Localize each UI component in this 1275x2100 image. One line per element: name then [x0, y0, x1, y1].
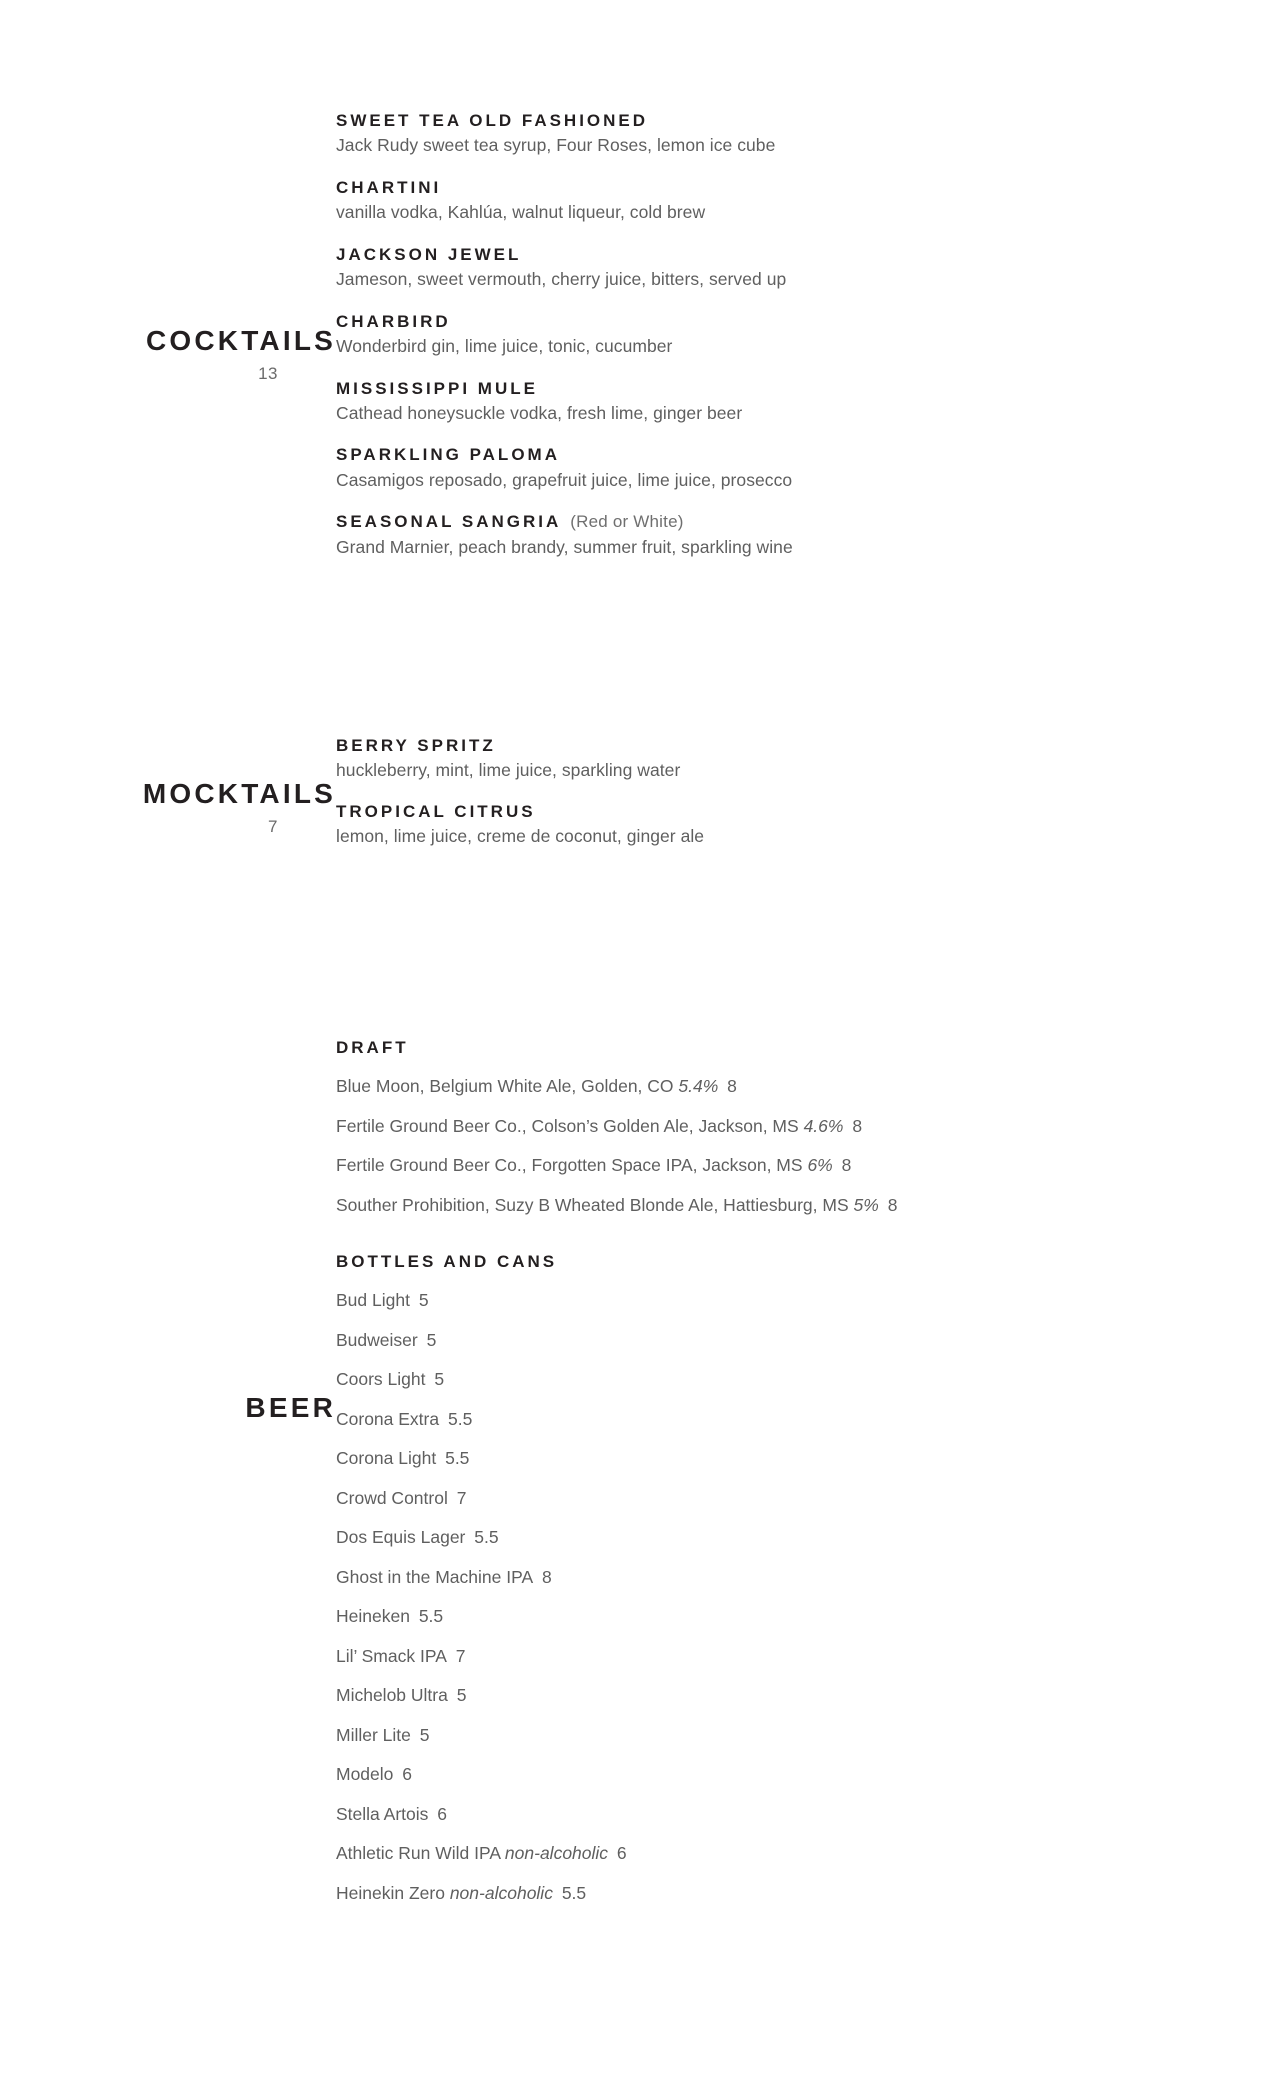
- mocktails-section-title: MOCKTAILS: [142, 778, 336, 809]
- beer-price: 5.5: [413, 1606, 444, 1627]
- beer-bottles-list: [336, 1290, 1275, 1904]
- drink-description: Casamigos reposado, grapefruit juice, lime juice, prosecco: [336, 469, 793, 490]
- mocktails-label-column: [0, 735, 336, 837]
- drink-name: TROPICAL CITRUS: [336, 801, 536, 821]
- drink-description: Grand Marnier, peach brandy, summer fruit, sparkling wine: [336, 536, 793, 557]
- beer-price: 6: [397, 1764, 413, 1785]
- beer-label-column: [0, 1038, 336, 1424]
- beer-price: 5.5: [440, 1448, 470, 1469]
- beer-price: 5: [429, 1369, 445, 1390]
- drink-description: lemon, lime juice, creme de coconut, ginger ale: [336, 826, 705, 847]
- drink-name-row: [336, 511, 1275, 532]
- beer-name: Heinekin Zero: [336, 1882, 445, 1903]
- beer-bottles-group: [336, 1252, 1275, 1904]
- beer-price: 5: [414, 1724, 430, 1745]
- drink-item: [336, 801, 1275, 849]
- beer-abv: 5%: [853, 1194, 879, 1215]
- drink-description: Wonderbird gin, lime juice, tonic, cucumber: [336, 335, 673, 356]
- beer-name: Heineken: [336, 1606, 410, 1627]
- beer-name: Michelob Ultra: [336, 1685, 448, 1706]
- beer-name: Corona Extra: [336, 1408, 440, 1429]
- beer-price: 6: [432, 1803, 448, 1824]
- beer-price: 8: [537, 1566, 552, 1587]
- beer-content-column: [336, 1038, 1275, 1904]
- beer-price: 8: [847, 1115, 863, 1136]
- beer-list-item: [336, 1725, 1275, 1746]
- drink-name: MISSISSIPPI MULE: [336, 378, 538, 398]
- drink-name: SEASONAL SANGRIA: [336, 512, 562, 532]
- beer-price: 7: [450, 1645, 466, 1666]
- drink-item: [336, 444, 1275, 492]
- beer-name: Stella Artois: [336, 1803, 429, 1824]
- drink-item: [336, 511, 1275, 559]
- beer-bottles-heading: BOTTLES AND CANS: [336, 1251, 558, 1271]
- drink-name-row: [336, 244, 1275, 265]
- beer-list-item: [336, 1843, 1275, 1864]
- beer-name: Blue Moon, Belgium White Ale, Golden, CO: [336, 1076, 674, 1097]
- beer-price: 8: [722, 1076, 737, 1097]
- drink-name-row: [336, 444, 1275, 465]
- beer-price: 8: [882, 1194, 898, 1215]
- drink-name: SWEET TEA OLD FASHIONED: [336, 111, 649, 130]
- drink-name-row: [336, 801, 1275, 822]
- drink-item: [336, 735, 1275, 783]
- beer-list-item: [336, 1606, 1275, 1627]
- drink-description: Jameson, sweet vermouth, cherry juice, bitters, served up: [336, 269, 787, 289]
- beer-list-item: [336, 1076, 1275, 1097]
- drink-item: [336, 110, 1275, 158]
- beer-list-item: [336, 1567, 1275, 1588]
- beer-price: 5.5: [443, 1408, 473, 1429]
- beer-list-item: [336, 1369, 1275, 1390]
- beer-abv: 4.6%: [803, 1115, 844, 1136]
- beer-name: Corona Light: [336, 1448, 437, 1469]
- mocktails-section-price: 7: [268, 816, 278, 836]
- beer-name: Lil’ Smack IPA: [336, 1645, 447, 1666]
- mocktails-item-list: [336, 735, 1275, 867]
- beer-price: 7: [451, 1487, 467, 1508]
- beer-abv: non-alcoholic: [449, 1882, 553, 1903]
- drink-description: huckleberry, mint, lime juice, sparkling water: [336, 760, 681, 781]
- beer-list-item: [336, 1685, 1275, 1706]
- beer-list-item: [336, 1764, 1275, 1785]
- beer-list-item: [336, 1409, 1275, 1430]
- beer-price: 5.5: [469, 1527, 499, 1548]
- beer-list-item: [336, 1646, 1275, 1667]
- beer-price: 8: [836, 1155, 852, 1176]
- beer-abv: non-alcoholic: [504, 1843, 609, 1864]
- beer-name: Souther Prohibition, Suzy B Wheated Blonde Ale, Hattiesburg, MS: [336, 1194, 849, 1215]
- drink-name: CHARBIRD: [336, 311, 451, 331]
- beer-name: Modelo: [336, 1764, 394, 1785]
- beer-section-title: BEER: [245, 1392, 336, 1423]
- cocktails-label-column: [0, 110, 336, 384]
- drink-item: [336, 244, 1275, 292]
- beer-name: Dos Equis Lager: [336, 1527, 466, 1548]
- drink-name: JACKSON JEWEL: [336, 244, 522, 264]
- drink-name-row: [336, 311, 1275, 332]
- drink-name: SPARKLING PALOMA: [336, 445, 560, 465]
- beer-price: 5: [421, 1329, 437, 1350]
- beer-name: Budweiser: [336, 1329, 418, 1350]
- drink-name-row: [336, 110, 1275, 131]
- drink-name: BERRY SPRITZ: [336, 736, 496, 755]
- beer-name: Bud Light: [336, 1290, 410, 1311]
- drink-name-row: [336, 735, 1275, 756]
- mocktails-section: [0, 735, 1275, 867]
- beer-price: 5.5: [556, 1882, 587, 1903]
- beer-list-item: [336, 1883, 1275, 1904]
- beer-price: 5: [451, 1685, 467, 1706]
- beer-name: Fertile Ground Beer Co., Forgotten Space IPA, Jackson, MS: [336, 1155, 803, 1176]
- beer-price: 5: [413, 1290, 429, 1311]
- beer-draft-list: [336, 1076, 1275, 1216]
- cocktails-section: [0, 110, 1275, 559]
- cocktails-section-price: 13: [258, 363, 278, 383]
- beer-draft-heading: DRAFT: [336, 1038, 409, 1057]
- cocktails-item-list: [336, 110, 1275, 559]
- beer-name: Crowd Control: [336, 1487, 448, 1508]
- beer-section: [0, 1038, 1275, 1904]
- beer-name: Fertile Ground Beer Co., Colson’s Golden Ale, Jackson, MS: [336, 1115, 799, 1136]
- beer-abv: 5.4%: [678, 1076, 719, 1097]
- beer-name: Miller Lite: [336, 1724, 411, 1745]
- drink-variant: (Red or White): [570, 512, 684, 532]
- drink-description: vanilla vodka, Kahlúa, walnut liqueur, cold brew: [336, 202, 706, 223]
- beer-price: 6: [612, 1843, 627, 1864]
- drink-description: Cathead honeysuckle vodka, fresh lime, ginger beer: [336, 402, 743, 423]
- beer-list-item: [336, 1155, 1275, 1176]
- beer-list-item: [336, 1195, 1275, 1216]
- beer-name: Athletic Run Wild IPA: [336, 1843, 501, 1864]
- drink-name-row: [336, 378, 1275, 399]
- drink-item: [336, 378, 1275, 426]
- drink-item: [336, 311, 1275, 359]
- beer-abv: 6%: [807, 1155, 833, 1176]
- drink-item: [336, 177, 1275, 225]
- drink-name: CHARTINI: [336, 177, 442, 197]
- beer-draft-group: [336, 1038, 1275, 1216]
- beer-list-item: [336, 1290, 1275, 1311]
- beer-list-item: [336, 1448, 1275, 1469]
- beer-name: Ghost in the Machine IPA: [336, 1566, 534, 1587]
- drink-description: Jack Rudy sweet tea syrup, Four Roses, lemon ice cube: [336, 135, 776, 156]
- drink-name-row: [336, 177, 1275, 198]
- beer-name: Coors Light: [336, 1369, 426, 1390]
- beer-list-item: [336, 1330, 1275, 1351]
- beer-list-item: [336, 1116, 1275, 1137]
- beer-list-item: [336, 1527, 1275, 1548]
- beer-list-item: [336, 1804, 1275, 1825]
- beer-list-item: [336, 1488, 1275, 1509]
- cocktails-section-title: COCKTAILS: [145, 325, 336, 356]
